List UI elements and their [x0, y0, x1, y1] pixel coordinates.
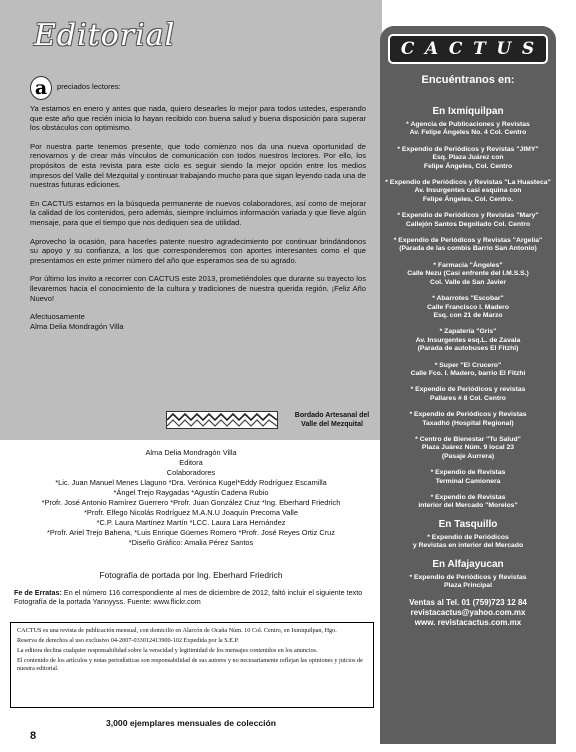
location-line: * Expendio de Periódicos y revistas — [410, 386, 526, 394]
errata-text: En el número 116 correspondiente al mes de diciembre de 2012, faltó incluir el siguiente texto — [61, 588, 363, 597]
location-line: Calle Fco. I. Madero, barrio El Fitzhi — [410, 369, 526, 377]
image-caption — [286, 411, 378, 429]
sidebar-heading: Encuéntranos en: — [421, 74, 515, 86]
paragraph-2: Por nuestra parte tenemos presente, que todo comienzo nos da una nueva oportunidad de renovarnos y de crear más vínculos de comunicación con todos nuestros lectores. Por ello, los propósitos de esta revista para este ciclo es seguir siendo la mejor opción entre los medios impresos del Valle del Mezquital y continuar trabajando mucho para que sigan leyendo cada una de nuestras futuras ediciones. — [30, 141, 366, 190]
location-line: interior del Mercado "Morelos" — [418, 502, 518, 510]
page-number: 8 — [30, 730, 37, 742]
location-line: * Expendio de Periódicos y Revistas "Mary" — [397, 212, 539, 220]
credit-line: *Ángel Trejo Raygadas *Agustín Cadena Rubio — [113, 488, 269, 497]
legal-line: Reserva de derechos al uso exclusivo 04-2007-033012413900-102 Expedida por la S.E.P. — [17, 637, 239, 645]
location-line: (Pasaje Aurrera) — [441, 452, 495, 460]
distribution-sidebar — [380, 26, 556, 744]
credit-line: Editora — [179, 458, 203, 467]
cover-photo-credit: Fotografía de portada por Ing. Eberhard Friedrich — [99, 570, 283, 580]
logo-letter: U — [496, 39, 513, 59]
location-line: * Expendio de Revistas — [430, 469, 506, 477]
location-list — [380, 100, 556, 627]
location-line: y Revistas en interior del Mercado — [412, 542, 524, 550]
location-line: Plaza Principal — [444, 582, 492, 590]
caption-line-2: Valle del Mezquital — [301, 421, 363, 428]
location-entry — [380, 411, 556, 428]
location-entry — [380, 386, 556, 403]
location-line: * Expendio de Periódicos y Revistas "La Huasteca" — [385, 179, 551, 187]
credit-line: *Lic. Juan Manuel Menes Llaguno *Dra. Verónica Kugel*Eddy Rodríguez Escamilla — [55, 478, 327, 487]
location-line: * Expendio de Revistas — [430, 494, 506, 501]
location-line: Esq. con 21 de Marzo — [433, 311, 503, 319]
location-section-title: En Ixmiquilpan — [432, 106, 504, 117]
location-line: Felipe Ángeles, Col. Centro — [423, 162, 513, 170]
logo-letter: A — [425, 39, 440, 59]
location-line: Av. Insurgentes esq.L. de Zavala — [415, 336, 521, 344]
credit-line: *Diseño Gráfico: Amalia Pérez Santos — [128, 538, 254, 547]
location-line: Esq. Plaza Juárez con — [432, 154, 504, 162]
location-entry — [380, 121, 556, 138]
credit-line: Colaboradores — [166, 468, 216, 477]
location-line: * Expendio de Periódicos y Revistas — [409, 573, 527, 581]
signature: Alma Delia Mondragón Villa — [30, 321, 124, 331]
circulation-note: 3,000 ejemplares mensuales de colección — [105, 718, 277, 728]
closing: Afectuosamente — [30, 312, 85, 322]
editorial-letter — [30, 76, 366, 331]
legal-line: CACTUS es una revista de publicación mensual, con domicilio en Alarcón de Ocaña Núm. 10 Col. Centro, en Ixmiquilpan, Hgo. — [17, 627, 337, 634]
contact-line[interactable]: www. revistacactus.com.mx — [414, 617, 522, 627]
location-entry — [380, 574, 556, 591]
location-line: (Parada de autobuses El Fitzhi) — [417, 345, 519, 353]
location-line: Pallares # 8 Col. Centro — [430, 394, 506, 402]
legal-line: La editora declina cualquier responsabilidad sobre la veracidad y legitimidad de los mensajes contenidos en los anuncios. — [17, 647, 318, 655]
contact-line[interactable]: revistacactus@yahoo.com.mx — [410, 608, 526, 618]
credit-line: *Profr. Elfego Nicolás Rodríguez M.A.N.U Joaquín Precoma Valle — [84, 508, 298, 517]
location-line: * Expendio de Periódicos — [427, 533, 509, 541]
cactus-logo — [388, 34, 548, 64]
location-line: Col. Valle de San Javier — [430, 278, 506, 286]
location-line: Taxadhó (Hospital Regional) — [422, 419, 514, 427]
paragraph-5: Por último los invito a recorrer con CACTUS este 2013, prometiéndoles que durante su trayecto los llevaremos hacia el conocimiento de la cultura y tradiciones de nuestra querida región. ¡Feliz Año Nuevo! — [30, 274, 366, 303]
location-line: * Expendio de Periódicos y Revistas "Argelia" — [393, 237, 543, 245]
credit-line: *Profr. Ariel Trejo Bahena, *Luis Enrique Güemes Romero *Profr. José Reyes Ortiz Cruz — [47, 528, 335, 537]
location-line: * Super "El Crucero" — [434, 361, 502, 369]
logo-letter: T — [473, 39, 487, 59]
credits-block — [0, 448, 382, 548]
credit-line: *C.P. Laura Martínez Martín *LCC. Laura Lara Hernández — [96, 518, 286, 527]
location-line: * Agencia de Publicaciones y Revistas — [406, 121, 530, 128]
signature-block — [30, 312, 366, 331]
location-line: Calle Nezu (Casi enfrente del I.M.S.S.) — [407, 270, 529, 278]
location-entry — [380, 179, 556, 204]
location-entry — [380, 146, 556, 171]
logo-letter: C — [400, 39, 416, 59]
location-entry — [380, 295, 556, 320]
editorial-title: Editorial — [34, 18, 176, 53]
location-entry — [380, 436, 556, 461]
location-entry — [380, 328, 556, 353]
location-line: Callejón Santos Degollado Col. Centro — [405, 220, 531, 228]
embroidery-image — [166, 411, 278, 429]
location-line: * Abarrotes "Escobar" — [432, 295, 504, 303]
location-line: * Farmacia "Ángeles" — [433, 261, 503, 269]
caption-line-1: Bordado Artesanal del — [294, 412, 370, 419]
location-line: * Zapatería "Gris" — [439, 328, 497, 336]
location-line: Plaza Juárez Núm. 9 local 23 — [421, 444, 515, 452]
legal-notice-box — [10, 622, 374, 708]
paragraph-4: Aprovecho la ocasión, para hacerles patente nuestro agradecimiento por continuar brindándonos su apoyo y su confianza, a los que corresponderemos con aportes interesantes como el que presentamos en este primer número del año que esperamos sea de su agrado. — [30, 236, 366, 265]
salutation: preciados lectores: — [57, 82, 121, 91]
location-entry — [380, 469, 556, 486]
paragraph-3: En CACTUS estamos en la búsqueda permanente de nuevos colaboradores, así como de mejorar la calidad de los contenidos, pero además, siempre incluimos información variada y que lleve algún mensaje, para que el tiempo que nos dediquen sea de utilidad. — [30, 198, 366, 227]
location-section-title: En Tasquillo — [438, 518, 498, 530]
logo-letter: C — [448, 39, 464, 59]
location-line: * Expendio de Periódicos y Revistas "JIMY" — [397, 145, 539, 153]
contact-info — [380, 598, 556, 627]
embroidery-pattern-icon — [167, 412, 277, 428]
contact-line: Ventas al Tel. 01 (759)723 12 84 — [409, 598, 527, 608]
paragraph-1: Ya estamos en enero y antes que nada, quiero desearles lo mejor para todos ustedes, esperando que este año que recién inicia lo hayan recibido con buena salud y buena disposición para superar los obstáculos con optimismo. — [30, 104, 366, 133]
drop-cap: a — [30, 76, 52, 100]
credit-line: *Profr. José Antonio Ramírez Guerrero *Profr. Juan González Cruz *Ing. Eberhard Friedrich — [41, 498, 341, 507]
location-line: (Parada de las combis Barrio San Antonio) — [399, 245, 537, 253]
location-entry — [380, 212, 556, 229]
location-line: Felipe Ángeles, Col. Centro. — [422, 195, 514, 203]
location-section-title: En Alfajayucan — [432, 558, 504, 570]
location-entry — [380, 534, 556, 551]
location-entry — [380, 362, 556, 379]
legal-line: El contenido de los artículos y notas periodísticas son responsabilidad de sus autores y no necesariamente reflejan las opiniones y juicios de nuestra editorial. — [17, 657, 363, 673]
location-entry — [380, 237, 556, 254]
location-line: * Expendio de Periódicos y Revistas — [409, 411, 527, 419]
location-line: * Centro de Bienestar "Tu Salud" — [415, 435, 521, 443]
location-line: Terminal Camionera — [435, 477, 501, 485]
location-line: Calle Francisco I. Madero — [427, 303, 509, 311]
location-entry — [380, 494, 556, 511]
errata-text-2: Fotografía de la portada Yannyyss. Fuente: www.flickr.com — [14, 597, 201, 606]
errata-label: Fe de Erratas: — [14, 588, 62, 597]
errata — [14, 588, 376, 606]
location-line: Av. Insurgentes casi esquina con — [414, 187, 522, 195]
location-entry — [380, 262, 556, 287]
editorial-panel — [0, 0, 382, 440]
location-line: Av. Felipe Ángeles No. 4 Col. Centro — [409, 129, 527, 137]
credit-line: Alma Delia Mondragón Villa — [145, 448, 237, 457]
logo-letter: S — [521, 39, 536, 59]
